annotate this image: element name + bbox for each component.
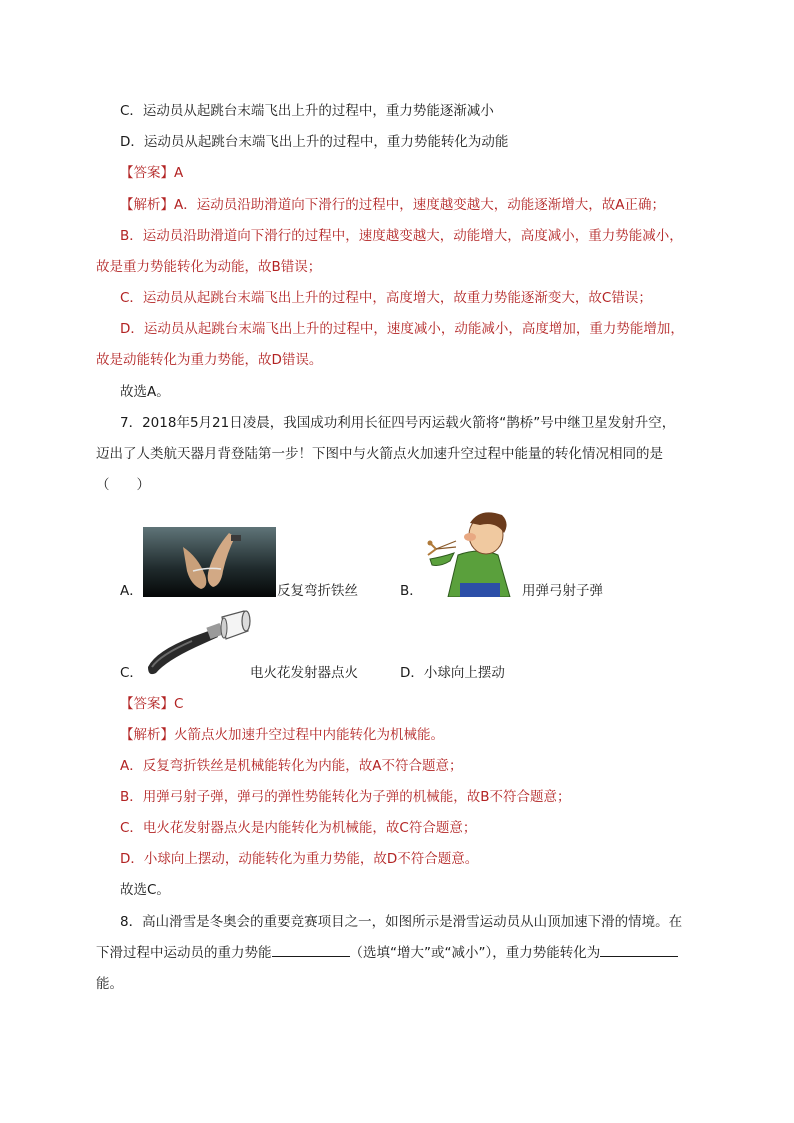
q7-option-b-text: 用弹弓射子弹 (522, 583, 603, 599)
slingshot-boy-image (420, 505, 520, 597)
answer-value: A (174, 165, 184, 181)
wire-bending-image (143, 527, 276, 597)
q7-stem-line2: 迈出了人类航天器月背登陆第一步！下图中与火箭点火加速升空过程中能量的转化情况相同的是 (96, 446, 663, 462)
q6-analysis-b1: B．运动员沿助滑道向下滑行的过程中，速度越变越大，动能增大，高度减小，重力势能减小， (120, 228, 683, 244)
q7-choose: 故选C。 (120, 882, 170, 898)
q7-analysis-d: D．小球向上摆动，动能转化为重力势能，故D不符合题意。 (120, 851, 479, 867)
answer-label: 【答案】 (120, 165, 174, 181)
q7-option-a-text: 反复弯折铁丝 (277, 583, 358, 599)
analysis-text: A．运动员沿助滑道向下滑行的过程中，速度越变越大，动能逐渐增大，故A正确； (174, 197, 665, 213)
q6-analysis-a (120, 196, 665, 214)
q8-stem-line2 (96, 944, 678, 962)
q7-analysis-c: C．电火花发射器点火是内能转化为机械能，故C符合题意； (120, 820, 477, 836)
answer-blank-1[interactable] (272, 944, 350, 957)
q8-stem-line3: 能。 (96, 976, 123, 992)
q6-choose: 故选A。 (120, 384, 170, 400)
q8-stem-part-a: 下滑过程中运动员的重力势能 (96, 945, 272, 961)
answer-label: 【答案】 (120, 696, 174, 712)
q6-analysis-c: C．运动员从起跳台末端飞出上升的过程中，高度增大，故重力势能逐渐变大，故C错误； (120, 290, 652, 306)
q7-analysis-b: B．用弹弓射子弹，弹弓的弹性势能转化为子弹的机械能，故B不符合题意； (120, 789, 571, 805)
q6-analysis-d1: D．运动员从起跳台末端飞出上升的过程中，速度减小，动能减小，高度增加，重力势能增加， (120, 321, 684, 337)
analysis-label: 【解析】 (120, 197, 174, 213)
q6-option-c: C．运动员从起跳台末端飞出上升的过程中，重力势能逐渐减小 (120, 103, 494, 119)
q7-answer (120, 695, 183, 713)
q6-analysis-d2: 故是动能转化为重力势能，故D错误。 (96, 352, 323, 368)
spark-igniter-image (142, 605, 252, 680)
q7-stem-line1: 7．2018年5月21日凌晨，我国成功利用长征四号丙运载火箭将“鹊桥”号中继卫星发射升空， (120, 415, 676, 431)
q6-analysis-b2: 故是重力势能转化为动能，故B错误； (96, 259, 322, 275)
q7-stem-line3: （ ） (96, 477, 150, 493)
q8-stem-part-b: （选填“增大”或“减小”），重力势能转化为 (349, 945, 601, 961)
analysis-text: 火箭点火加速升空过程中内能转化为机械能。 (174, 727, 444, 743)
answer-value: C (174, 696, 184, 712)
q7-analysis-a: A．反复弯折铁丝是机械能转化为内能，故A不符合题意； (120, 758, 463, 774)
q6-answer (120, 164, 183, 182)
answer-blank-2[interactable] (600, 944, 678, 957)
q7-analysis-intro (120, 726, 444, 744)
q7-option-c-text: 电火花发射器点火 (250, 665, 358, 681)
q6-option-d: D．运动员从起跳台末端飞出上升的过程中，重力势能转化为动能 (120, 134, 509, 150)
q7-option-b-letter: B． (400, 583, 423, 599)
q8-stem-line1: 8．高山滑雪是冬奥会的重要竞赛项目之一，如图所示是滑雪运动员从山顶加速下滑的情境。在 (120, 914, 683, 930)
q7-option-a-letter: A． (120, 583, 143, 599)
analysis-label: 【解析】 (120, 727, 174, 743)
q7-option-c-letter: C． (120, 665, 143, 681)
q7-option-d: D．小球向上摆动 (400, 665, 505, 681)
